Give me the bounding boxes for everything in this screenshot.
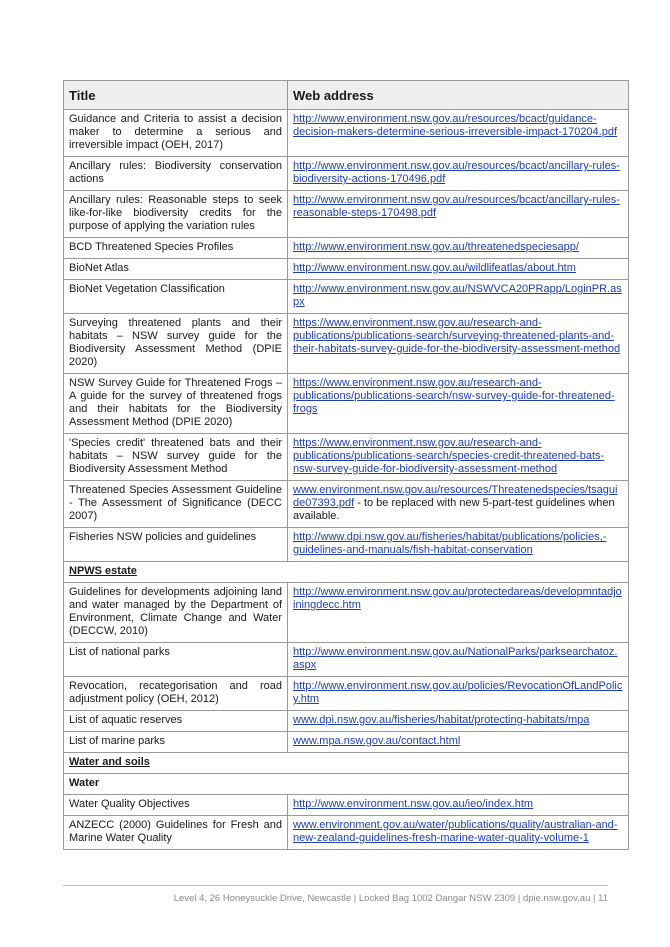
row-web-address (288, 280, 629, 314)
column-header-web-address: Web address (288, 81, 629, 110)
row-title: Guidance and Criteria to assist a decision maker to determine a serious and irreversible impact (OEH, 2017) (64, 110, 288, 157)
row-title: NSW Survey Guide for Threatened Frogs – A guide for the survey of threatened frogs and their habitats for the Biodiversity Assessment Method (DPIE 2020) (64, 374, 288, 434)
web-address-link[interactable]: http://www.environment.nsw.gov.au/NSWVCA20PRapp/LoginPR.aspx (293, 283, 622, 308)
reference-table (63, 80, 629, 850)
table-row (64, 157, 629, 191)
page-footer: Level 4, 26 Honeysuckle Drive, Newcastle | Locked Bag 1002 Dangar NSW 2309 | dpie.nsw.gov.au | 11 (173, 893, 608, 904)
subsection-heading: Water (64, 774, 629, 795)
footer-divider (63, 885, 608, 886)
table-row (64, 583, 629, 643)
table-row (64, 374, 629, 434)
row-title: List of aquatic reserves (64, 711, 288, 732)
row-web-address (288, 481, 629, 528)
row-title: Guidelines for developments adjoining land and water managed by the Department of Environment, Climate Change and Water (DECCW, 2010) (64, 583, 288, 643)
table-row (64, 677, 629, 711)
web-address-link[interactable]: https://www.environment.nsw.gov.au/research-and-publications/publications-search/nsw-survey-guide-for-threatened-frogs (293, 377, 615, 415)
row-web-address (288, 795, 629, 816)
section-row-npws-estate (64, 562, 629, 583)
row-title: Threatened Species Assessment Guideline - The Assessment of Significance (DECC 2007) (64, 481, 288, 528)
row-web-address (288, 711, 629, 732)
table-row (64, 816, 629, 850)
web-address-link[interactable]: www.environment.nsw.gov.au/resources/Threatenedspecies/tsaguide07393.pdf (293, 484, 618, 509)
table-row (64, 643, 629, 677)
row-web-address (288, 157, 629, 191)
row-title: BioNet Atlas (64, 259, 288, 280)
row-title: BioNet Vegetation Classification (64, 280, 288, 314)
web-address-link[interactable]: http://www.environment.nsw.gov.au/threatenedspeciesapp/ (293, 241, 579, 253)
web-address-link[interactable]: http://www.environment.nsw.gov.au/resources/bcact/ancillary-rules-biodiversity-actions-170496.pdf (293, 160, 620, 185)
row-title: Water Quality Objectives (64, 795, 288, 816)
table-row (64, 191, 629, 238)
row-title: Ancillary rules: Reasonable steps to seek like-for-like biodiversity credits for the purpose of applying the variation rules (64, 191, 288, 238)
table-body (64, 110, 629, 850)
table-row (64, 528, 629, 562)
row-title: List of national parks (64, 643, 288, 677)
section-heading: NPWS estate (69, 565, 137, 577)
row-title: ANZECC (2000) Guidelines for Fresh and Marine Water Quality (64, 816, 288, 850)
table-row (64, 259, 629, 280)
subsection-row-water (64, 774, 629, 795)
web-address-link[interactable]: www.dpi.nsw.gov.au/fisheries/habitat/protecting-habitats/mpa (293, 714, 590, 726)
web-address-link[interactable]: http://www.environment.nsw.gov.au/resources/bcact/ancillary-rules-reasonable-steps-170498.pdf (293, 194, 620, 219)
row-title: Surveying threatened plants and their habitats – NSW survey guide for the Biodiversity Assessment Method (DPIE 2020) (64, 314, 288, 374)
row-title: BCD Threatened Species Profiles (64, 238, 288, 259)
row-title: Revocation, recategorisation and road adjustment policy (OEH, 2012) (64, 677, 288, 711)
row-web-address (288, 643, 629, 677)
row-web-address (288, 816, 629, 850)
web-address-link[interactable]: http://www.environment.nsw.gov.au/wildlifeatlas/about.htm (293, 262, 576, 274)
row-web-address (288, 583, 629, 643)
web-address-link[interactable]: http://www.environment.nsw.gov.au/policies/RevocationOfLandPolicy.htm (293, 680, 623, 705)
web-address-link[interactable]: http://www.dpi.nsw.gov.au/fisheries/habitat/publications/policies,-guidelines-and-manuals/fish-habitat-conservation (293, 531, 607, 556)
row-title: Fisheries NSW policies and guidelines (64, 528, 288, 562)
web-address-link[interactable]: http://www.environment.nsw.gov.au/NationalParks/parksearchatoz.aspx (293, 646, 618, 671)
table-header-row (64, 81, 629, 110)
row-web-address (288, 732, 629, 753)
web-address-link[interactable]: https://www.environment.nsw.gov.au/research-and-publications/publications-search/surveying-threatened-plants-and-their-habitats-survey-guide-for-the-biodiversity-assessment-method (293, 317, 621, 355)
section-heading: Water and soils (69, 756, 150, 768)
web-address-link[interactable]: www.environment.gov.au/water/publications/quality/australian-and-new-zealand-guidelines-fresh-marine-water-quality-volume-1 (293, 819, 618, 844)
row-title: List of marine parks (64, 732, 288, 753)
row-web-address (288, 314, 629, 374)
table-row (64, 110, 629, 157)
web-address-note: - to be replaced with new 5-part-test guidelines when available. (293, 497, 615, 522)
row-web-address (288, 238, 629, 259)
web-address-link[interactable]: www.mpa.nsw.gov.au/contact.html (293, 735, 461, 747)
row-web-address (288, 259, 629, 280)
table-row (64, 314, 629, 374)
table-row (64, 280, 629, 314)
table-row (64, 732, 629, 753)
row-web-address (288, 677, 629, 711)
section-row-water-and-soils (64, 753, 629, 774)
row-web-address (288, 110, 629, 157)
web-address-link[interactable]: http://www.environment.nsw.gov.au/ieo/index.htm (293, 798, 534, 810)
row-web-address (288, 434, 629, 481)
table-row (64, 795, 629, 816)
row-web-address (288, 528, 629, 562)
row-web-address (288, 191, 629, 238)
row-title: Ancillary rules: Biodiversity conservation actions (64, 157, 288, 191)
column-header-title: Title (64, 81, 288, 110)
table-row (64, 238, 629, 259)
row-title: 'Species credit' threatened bats and their habitats – NSW survey guide for the Biodiversity Assessment Method (64, 434, 288, 481)
table-row (64, 434, 629, 481)
table-row (64, 481, 629, 528)
row-web-address (288, 374, 629, 434)
table-row (64, 711, 629, 732)
web-address-link[interactable]: http://www.environment.nsw.gov.au/resources/bcact/guidance-decision-makers-determine-serious-irreversible-impact-170204.pdf (293, 113, 618, 138)
web-address-link[interactable]: https://www.environment.nsw.gov.au/research-and-publications/publications-search/species-credit-threatened-bats-nsw-survey-guide-for-biodiversity-assessment-method (293, 437, 605, 475)
web-address-link[interactable]: http://www.environment.nsw.gov.au/protectedareas/developmntadjoiningdecc.htm (293, 586, 622, 611)
